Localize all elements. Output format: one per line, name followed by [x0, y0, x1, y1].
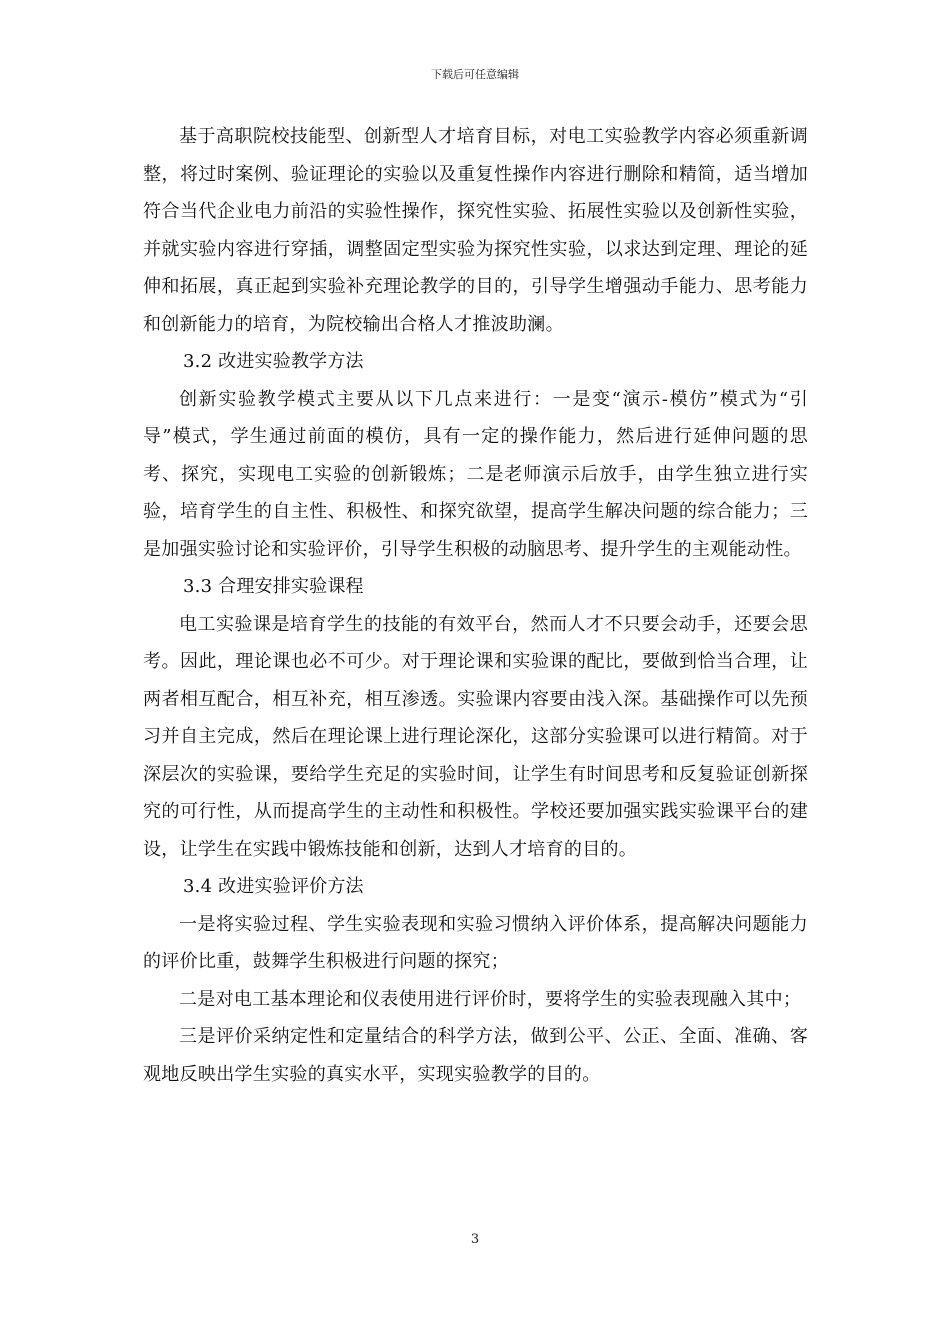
paragraph-evaluation-2: 二是对电工基本理论和仪表使用进行评价时，要将学生的实验表现融入其中； — [179, 988, 802, 1010]
section-heading-3-4: 3.4 改进实验评价方法 — [183, 876, 364, 897]
paragraph-content-adjustment: 基于高职院校技能型、创新型人才培育目标，对电工实验教学内容必须重新调整，将过时案例、验证理论的实验以及重复性操作内容进行删除和精简，适当增加符合当代企业电力前沿的实验性操作，探究性实验、拓展性实验以及创新性实验，并就实验内容进行穿插，调整固定型实验为探究性实验，以求达到定理、理论的延伸和拓展，真正起到实验补充理论教学的目的，引导学生增强动手能力、思考能力和创新能力的培育，为院校输出合格人才推波助澜。 — [143, 126, 808, 335]
paragraph-evaluation-3: 三是评价采纳定性和定量结合的科学方法，做到公平、公正、全面、准确、客观地反映出学生实验的真实水平，实现实验教学的目的。 — [143, 1026, 808, 1085]
document-body — [143, 118, 808, 1093]
section-heading-3-3: 3.3 合理安排实验课程 — [183, 576, 364, 597]
paragraph-course-arrangement: 电工实验课是培育学生的技能的有效平台，然而人才不只要会动手，还要会思考。因此，理论课也必不可少。对于理论课和实验课的配比，要做到恰当合理，让两者相互配合，相互补充，相互渗透。实验课内容要由浅入深。基础操作可以先预习并自主完成，然后在理论课上进行理论深化，这部分实验课可以进行精简。对于深层次的实验课，要给学生充足的实验时间，让学生有时间思考和反复验证创新探究的可行性，从而提高学生的主动性和积极性。学校还要加强实践实验课平台的建设，让学生在实践中锻炼技能和创新，达到人才培育的目的。 — [143, 613, 808, 860]
paragraph-evaluation-1: 一是将实验过程、学生实验表现和实验习惯纳入评价体系，提高解决问题能力的评价比重，鼓舞学生积极进行问题的探究； — [143, 913, 808, 972]
section-heading-3-2: 3.2 改进实验教学方法 — [183, 351, 364, 372]
page-header: 下载后可任意编辑 — [431, 68, 519, 81]
page-number: 3 — [470, 1232, 480, 1247]
paragraph-teaching-method: 创新实验教学模式主要从以下几点来进行：一是变“演示-模仿”模式为“引导”模式，学生通过前面的模仿，具有一定的操作能力，然后进行延伸问题的思考、探究，实现电工实验的创新锻炼；二是老师演示后放手，由学生独立进行实验，培育学生的自主性、积极性、和探究欲望，提高学生解决问题的综合能力；三是加强实验讨论和实验评价，引导学生积极的动脑思考、提升学生的主观能动性。 — [143, 388, 808, 560]
